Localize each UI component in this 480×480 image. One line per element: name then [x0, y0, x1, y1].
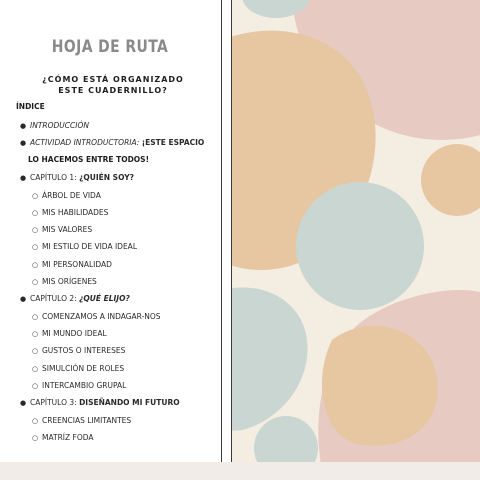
index-heading: ÍNDICE — [16, 102, 45, 111]
page-gutter — [222, 0, 231, 462]
toc-subitem[interactable] — [32, 260, 112, 270]
toc-subitem-label: SIMULCIÓN DE ROLES — [42, 364, 125, 373]
toc-subitem[interactable] — [32, 329, 107, 339]
left-page — [0, 0, 220, 462]
toc-subitem[interactable] — [32, 191, 101, 201]
toc-subitem-label: MI MUNDO IDEAL — [42, 329, 107, 338]
circle-bullet-icon: ○ — [32, 417, 39, 425]
toc-subitem[interactable] — [32, 364, 124, 374]
toc-item-label: DISEÑANDO MI FUTURO — [79, 398, 180, 407]
circle-bullet-icon: ○ — [32, 365, 39, 373]
toc-subitem-label: GUSTOS O INTERESES — [42, 346, 126, 355]
toc-subitem-label: MATRÍZ FODA — [42, 433, 94, 442]
bullet-icon: ● — [20, 139, 27, 147]
toc-subitem[interactable] — [32, 433, 94, 443]
circle-bullet-icon: ○ — [32, 243, 39, 251]
toc-subitem-label: MI ESTILO DE VIDA IDEAL — [42, 242, 137, 251]
toc-item-actividad-introductoria[interactable] — [20, 138, 204, 148]
toc-subitem-label: COMENZAMOS A INDAGAR-NOS — [42, 312, 161, 321]
right-page-artwork — [232, 0, 480, 462]
toc-item-prefix: ACTIVIDAD INTRODUCTORIA: — [30, 138, 142, 147]
circle-bullet-icon: ○ — [32, 278, 39, 286]
abstract-shapes-illustration — [232, 0, 480, 462]
toc-item-continuation: LO HACEMOS ENTRE TODOS! — [28, 155, 149, 164]
toc-subitem[interactable] — [32, 416, 131, 426]
circle-bullet-icon: ○ — [32, 209, 39, 217]
circle-bullet-icon: ○ — [32, 382, 39, 390]
circle-bullet-icon: ○ — [32, 434, 39, 442]
bullet-icon: ● — [20, 399, 27, 407]
bottom-band — [0, 462, 480, 480]
toc-item-prefix: CAPÍTULO 2: — [30, 294, 80, 303]
toc-item-label: INTRODUCCIÓN — [30, 121, 89, 130]
toc-subitem[interactable] — [32, 225, 92, 235]
page-subtitle: ¿CÓMO ESTÁ ORGANIZADO ESTE CUADERNILLO? — [42, 75, 184, 95]
bullet-icon: ● — [20, 174, 27, 182]
bullet-icon: ● — [20, 122, 27, 130]
toc-subitem-label: MI PERSONALIDAD — [42, 260, 112, 269]
toc-item-prefix: CAPÍTULO 3: — [30, 398, 80, 407]
toc-subitem-label: MIS HABILIDADES — [42, 208, 109, 217]
circle-bullet-icon: ○ — [32, 313, 39, 321]
toc-item-label: ¿QUÉ ELIJO? — [79, 294, 130, 303]
toc-subitem[interactable] — [32, 346, 125, 356]
toc-item-label: ¡ESTE ESPACIO — [141, 138, 205, 147]
sage-circle-center — [296, 182, 424, 310]
toc-subitem[interactable] — [32, 277, 97, 287]
toc-subitem-label: ÁRBOL DE VIDA — [42, 191, 101, 200]
circle-bullet-icon: ○ — [32, 261, 39, 269]
toc-subitem-label: CREENCIAS LIMITANTES — [42, 416, 132, 425]
toc-item-label: ¿QUIÉN SOY? — [79, 173, 134, 182]
page-title: HOJA DE RUTA — [51, 37, 169, 57]
toc-subitem[interactable] — [32, 208, 108, 218]
circle-bullet-icon: ○ — [32, 192, 39, 200]
toc-subitem-label: MIS VALORES — [42, 225, 93, 234]
toc-subitem[interactable] — [32, 242, 137, 252]
circle-bullet-icon: ○ — [32, 226, 39, 234]
toc-item-introduccion[interactable] — [20, 121, 89, 131]
toc-subitem[interactable] — [32, 312, 161, 322]
toc-item-capitulo-2[interactable] — [20, 294, 130, 304]
bullet-icon: ● — [20, 295, 27, 303]
toc-subitem[interactable] — [32, 381, 126, 391]
toc-item-prefix: CAPÍTULO 1: — [30, 173, 80, 182]
toc-item-capitulo-3[interactable] — [20, 398, 180, 408]
circle-bullet-icon: ○ — [32, 330, 39, 338]
circle-bullet-icon: ○ — [32, 347, 39, 355]
toc-item-capitulo-1[interactable] — [20, 173, 134, 183]
toc-subitem-label: INTERCAMBIO GRUPAL — [42, 381, 127, 390]
toc-subitem-label: MIS ORÍGENES — [42, 277, 97, 286]
